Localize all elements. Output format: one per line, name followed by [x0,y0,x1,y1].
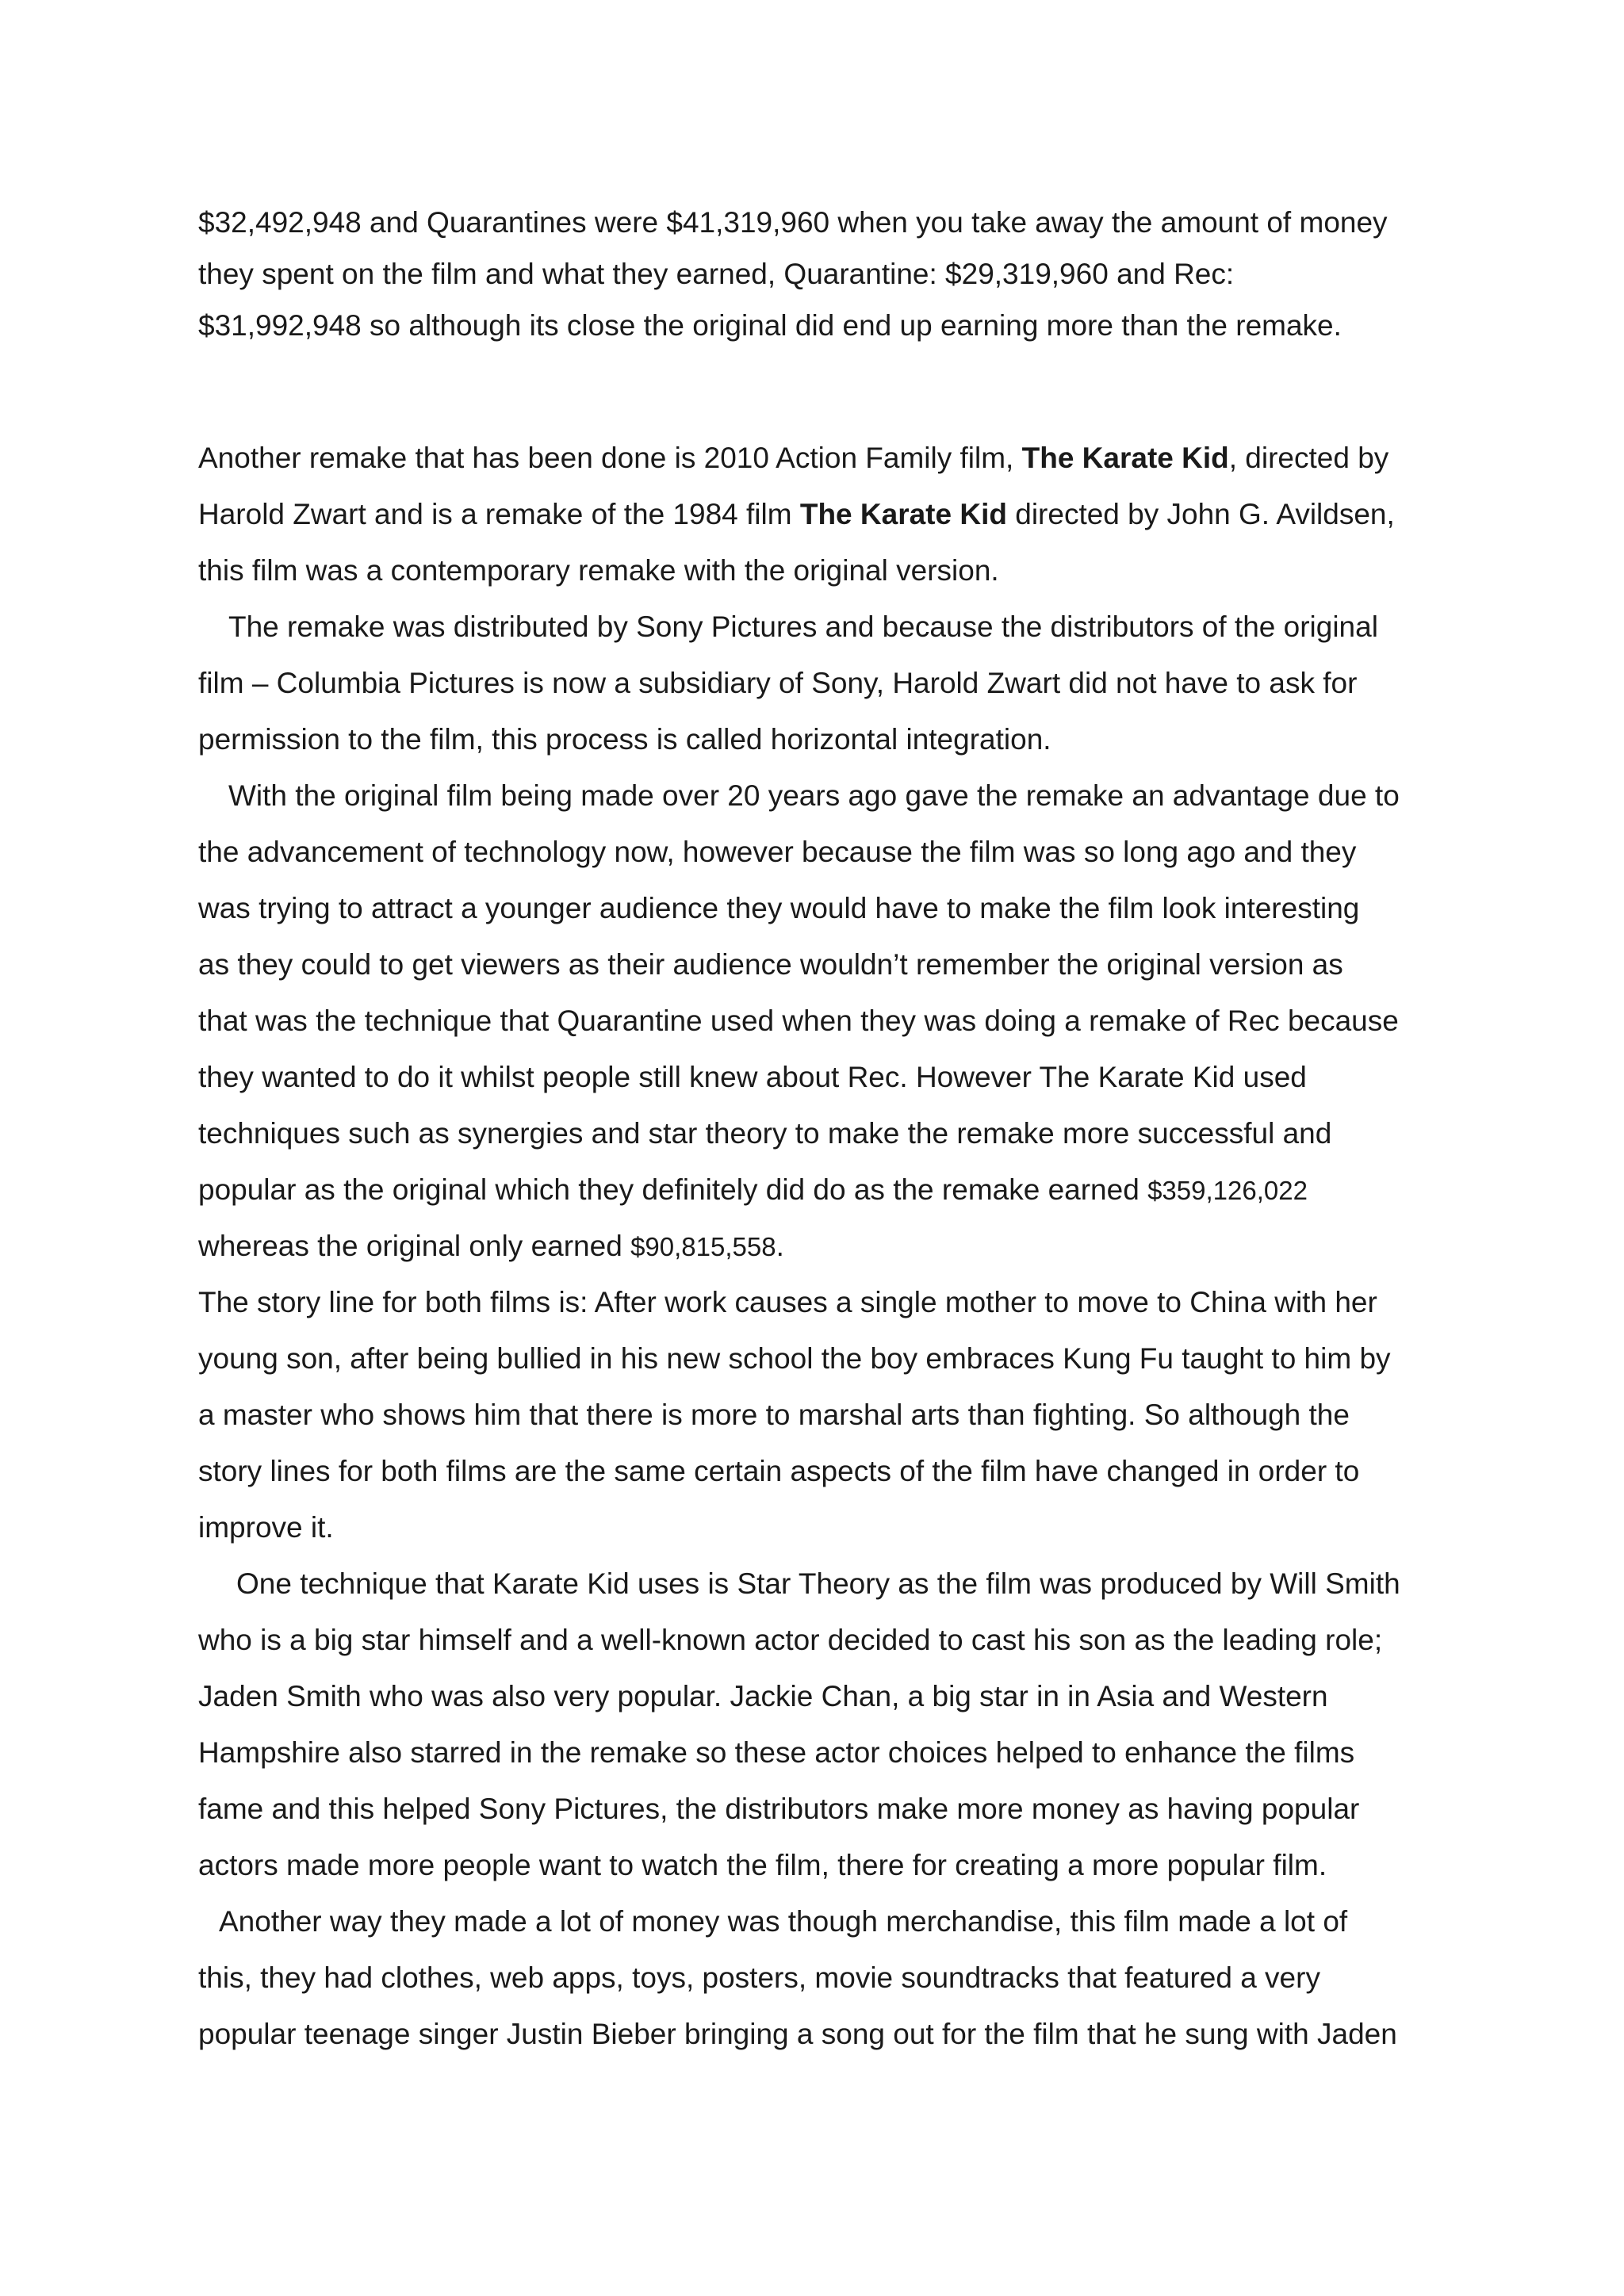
text-line: story lines for both films are the same certain aspects of the film have changed in order to [198,1455,1360,1487]
text-line: they wanted to do it whilst people still knew about Rec. However The Karate Kid used [198,1061,1307,1093]
text-line: With the original film being made over 20 years ago gave the remake an advantage due to [228,779,1400,812]
text-line: Jaden Smith who was also very popular. Jackie Chan, a big star in in Asia and Western [198,1680,1328,1712]
text-line: permission to the film, this process is called horizontal integration. [198,723,1051,756]
text-line: The remake was distributed by Sony Pictures and because the distributors of the original [228,610,1378,643]
text-run: Another remake that has been done is 2010 Action Family film, [198,442,1022,474]
text-line: techniques such as synergies and star theory to make the remake more successful and [198,1117,1332,1150]
text-line: the advancement of technology now, however because the film was so long ago and they [198,836,1357,868]
text-line: actors made more people want to watch the film, there for creating a more popular film. [198,1849,1327,1881]
film-title: The Karate Kid [799,498,1007,530]
text-line: was trying to attract a younger audience they would have to make the film look interesting [198,892,1360,924]
text-line: this film was a contemporary remake with the original version. [198,554,999,587]
text-run: . [776,1230,784,1262]
earnings-figure: $90,815,558 [630,1232,776,1261]
text-line: One technique that Karate Kid uses is Star Theory as the film was produced by Will Smith [236,1567,1400,1600]
text-line: this, they had clothes, web apps, toys, posters, movie soundtracks that featured a very [198,1961,1320,1994]
intro-paragraph [198,197,1435,351]
text-line [198,430,1435,486]
text-line: $32,492,948 and Quarantines were $41,319,960 when you take away the amount of money [198,206,1388,239]
text-run: Harold Zwart and is a remake of the 1984 film [198,498,800,530]
text-line: film – Columbia Pictures is now a subsidiary of Sony, Harold Zwart did not have to ask for [198,667,1358,699]
text-line [198,486,1435,542]
film-title: The Karate Kid [1021,442,1229,474]
text-line: improve it. [198,1511,334,1544]
text-run: popular as the original which they definitely did do as the remake earned [198,1173,1148,1206]
earnings-figure: $359,126,022 [1147,1176,1308,1205]
body-text [198,430,1435,2062]
text-line: that was the technique that Quarantine used when they was doing a remake of Rec because [198,1004,1399,1037]
text-line: The story line for both films is: After work causes a single mother to move to China with her [198,1286,1377,1318]
text-line: a master who shows him that there is more to marshal arts than fighting. So although the [198,1399,1350,1431]
text-line: popular teenage singer Justin Bieber bringing a song out for the film that he sung with Jaden [198,2018,1397,2050]
text-line [198,1161,1435,1218]
text-line: Another way they made a lot of money was though merchandise, this film made a lot of [219,1905,1348,1938]
text-line: $31,992,948 so although its close the original did end up earning more than the remake. [198,309,1342,342]
text-run: , directed by [1228,442,1389,474]
text-line: who is a big star himself and a well-known actor decided to cast his son as the leading role; [198,1624,1383,1656]
text-line: young son, after being bullied in his new school the boy embraces Kung Fu taught to him by [198,1342,1391,1375]
text-line: Hampshire also starred in the remake so these actor choices helped to enhance the films [198,1736,1355,1769]
text-line: fame and this helped Sony Pictures, the distributors make more money as having popular [198,1793,1360,1825]
text-line: they spent on the film and what they earned, Quarantine: $29,319,960 and Rec: [198,258,1235,290]
text-run: whereas the original only earned [198,1230,631,1262]
text-line: as they could to get viewers as their audience wouldn’t remember the original version as [198,948,1343,981]
text-line [198,1218,1435,1274]
text-run: directed by John G. Avildsen, [1006,498,1395,530]
